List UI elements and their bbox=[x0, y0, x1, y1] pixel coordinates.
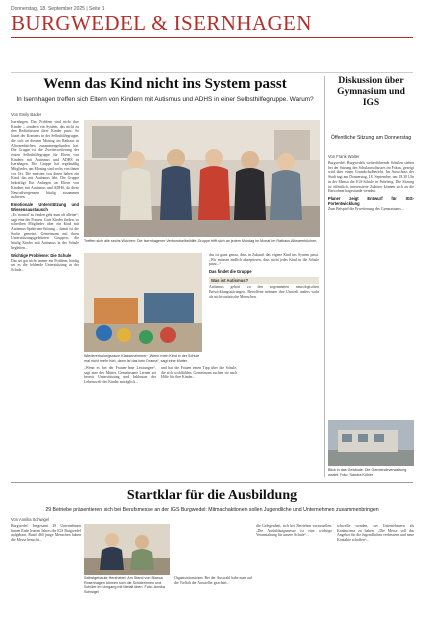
masthead-rule bbox=[11, 37, 413, 38]
story2-column-1: Burgwedel. Insgesamt 29 Unternehmen hatten Ende letzten Jahres die IGS Burgwedel aufgebaut. Rund 460 junge Menschen haben die Messe besucht... bbox=[11, 524, 81, 543]
column-divider bbox=[324, 76, 325, 477]
group-photo-caption: Treffen sich alle sechs Wochen: Die Isernhagener Verbundselbsthilfe-Gruppe trifft sich an jedem Montag im Monat im Rathaus Altwarmbüchen. bbox=[84, 239, 318, 243]
autism-info-box-head: Was ist Autismus? bbox=[209, 277, 319, 284]
masthead: BURGWEDEL & ISERNHAGEN bbox=[11, 11, 312, 35]
story1-subhead-3: Das findet die Gruppe bbox=[209, 269, 252, 275]
story1-subhead-1: Emotionale Unterstützung und Wissensaustausch bbox=[11, 201, 79, 212]
sidebar-deck: Öffentliche Sitzung am Donnerstag bbox=[330, 135, 412, 141]
story1-col1-text: Isernhagen. Das Problem sind nicht ihre Kinder – sondern ein System, das nicht zu den Bedürfnissen ihrer Kinder passt. So lautet der Konsens in der Selbsthilfegruppe, die sich an diesem Montag im Rathaus in Altwarmbüchen zusammengefunden hat. Die Gruppe ist die Zweiterweiterung der ersten Selbsthilfegruppe für Eltern von Kindern mit Autismus und ADHS in Isernhagen. Die Gruppe hat regelmäßig Mitglieder, am Montag sind sechs von ihnen vor Ort. Die meisten von ihnen haben ein Kind, das mit Autismus lebt. Die Gruppe bekräftigt Ein Anliegen an Eltern von Kindern mit Autismus und ADHS, da diese Neurodivergenzen häufig zusammen auftreten. bbox=[11, 120, 79, 200]
story2-deck: 29 Betriebe präsentieren sich bei Berufsmesse an der IGS Burgwedel: Mitmachaktionen sollen Jugendliche und Unternehmen zusammenbringen bbox=[45, 507, 379, 513]
story1-column-3: „Wenn es bei der Frauen-Inne Leistungen“, sagt eine der Mütter. Gemeinsame Lernen sei bereits Unterstützung und Inklusion der Lebenswelt der Kinder zuträglich... bbox=[84, 366, 156, 385]
sidebar-text bbox=[328, 161, 414, 415]
sidebar-text-2: Zum Beispiel die Erweiterung des Gymnasiums... bbox=[328, 206, 404, 211]
story1-byline: Von Emily Bader bbox=[11, 112, 42, 117]
masthead-rule-bottom bbox=[11, 72, 413, 73]
section-rule bbox=[11, 482, 413, 483]
story1-column-4: und hat die Frauen einen Tipp über die Schule, die sich wohlfühlen. Gemeinsam suchen sie nach Hilfe für ihre Kinder... bbox=[161, 366, 237, 380]
group-photo bbox=[84, 120, 320, 237]
classroom-photo bbox=[84, 253, 202, 352]
sidebar-box-head: Planer zeigt Entwurf für IGS-Fortentwicklung bbox=[328, 195, 414, 206]
dateline: Donnerstag, 18. September 2025 | Seite 1 bbox=[11, 6, 105, 12]
story2-column-4: die Gelegenheit, sich bei Betrieben vorzustellen. „Die Ausbildungsmesse ist eine wichtige Veranstaltung für unsere Schule“... bbox=[256, 524, 332, 538]
story2-byline: Von Annika Schwigel bbox=[11, 517, 50, 522]
classroom-photo-caption: Wiedererholungsraum Klassenzimmer: „Wenn mein Kind in der Schule mal nicht mehr hört, dann ist das kein Drama“, sagt eine Mutter. bbox=[84, 354, 200, 363]
story1-column-1 bbox=[11, 120, 79, 476]
sidebar-byline: Von Frank Walter bbox=[328, 154, 360, 159]
story1-deck: In Isernhagen treffen sich Eltern von Kindern mit Autismus und ADHS in einer Selbsthilfegruppe. Warum? bbox=[16, 96, 314, 103]
story1-col1c-text: Das sei gar nicht immer ein Problem; häufig sei es die fehlende Unterstützung in der Schule... bbox=[11, 258, 79, 272]
story1-col5-text: das ist ganz genau, dass in Zukunft das eigene Kind ins System passt. „Wir müssen endlich akzeptieren, dass nicht jedes Kind in die Schule passt...“ bbox=[209, 253, 319, 267]
sidebar-headline: Diskussion über Gymnasium und IGS bbox=[337, 76, 405, 108]
autism-info-text: Autismus gehört zu den sogenannten neurologischen Entwicklungsstörungen. Betroffene nehmen ihre Umwelt anders wahr als nicht-autistische Menschen. bbox=[209, 285, 319, 299]
story2-column-5: schwelle wenden, sei Unternehmern als Konkurrenz zu haben. „Die Messe soll das Angebot für die Jugendlichen verbessern und neue Kontakte schaffen“... bbox=[337, 524, 414, 543]
story1-col1b-text: „Es 'normal' zu finden geht man oft alleine“, sagt eine der Frauen. Gute Kinder finden, so schreiben Mitglieder über ein Kind mit Autismus-Spektrum-Störung – damit ist die Sache gemeint. Gemeinsam mit ihren Unterstützungsgeleiteten Gruppen, die häufig Kinder mit Autismus in der Schule begleiten... bbox=[11, 212, 79, 250]
story1-column-5 bbox=[209, 253, 319, 475]
story2-headline: Startklar für die Ausbildung bbox=[126, 488, 298, 503]
story1-subhead-2: Wichtige Probleme: Die Schule bbox=[11, 252, 72, 258]
story1-headline: Wenn das Kind nicht ins System passt bbox=[43, 76, 287, 92]
messe-photo bbox=[84, 524, 170, 575]
sidebar-photo bbox=[328, 420, 414, 466]
sidebar-text-1: Burgwedel. Burgwedels weiterführende Schulen stehen bei der Sitzung des Schulausschusses im Fokus, gezeigt wird über einen Grundschulbericht. Im Ausschuss der Stadt tagt am Donnerstag, 18. September, um 18.30 Uhr in der Mensa der IGS-Schule in Fuhrberg. Die Sitzung ist öffentlich, interessierte Zuhörer können sich an die Einwohnerfragestunde wenden. bbox=[328, 161, 414, 194]
sidebar-photo-caption: Blick in das Gebäude: Die Gemeindeverwaltung wartet. Foto: Sandra Köhler bbox=[328, 468, 407, 477]
messe-photo-caption: Selbstgebaute Herzhebel: Am Stand von Bianca Rosenhagen können sich die Schülerinnen und Schüler im Umgang mit Metall üben. Foto: Annika Schwigel bbox=[84, 576, 165, 594]
story2-column-3: Organisationsteam. Bei der Auswahl habe man auf die Vielfalt der Aussteller geachtet... bbox=[174, 576, 252, 585]
